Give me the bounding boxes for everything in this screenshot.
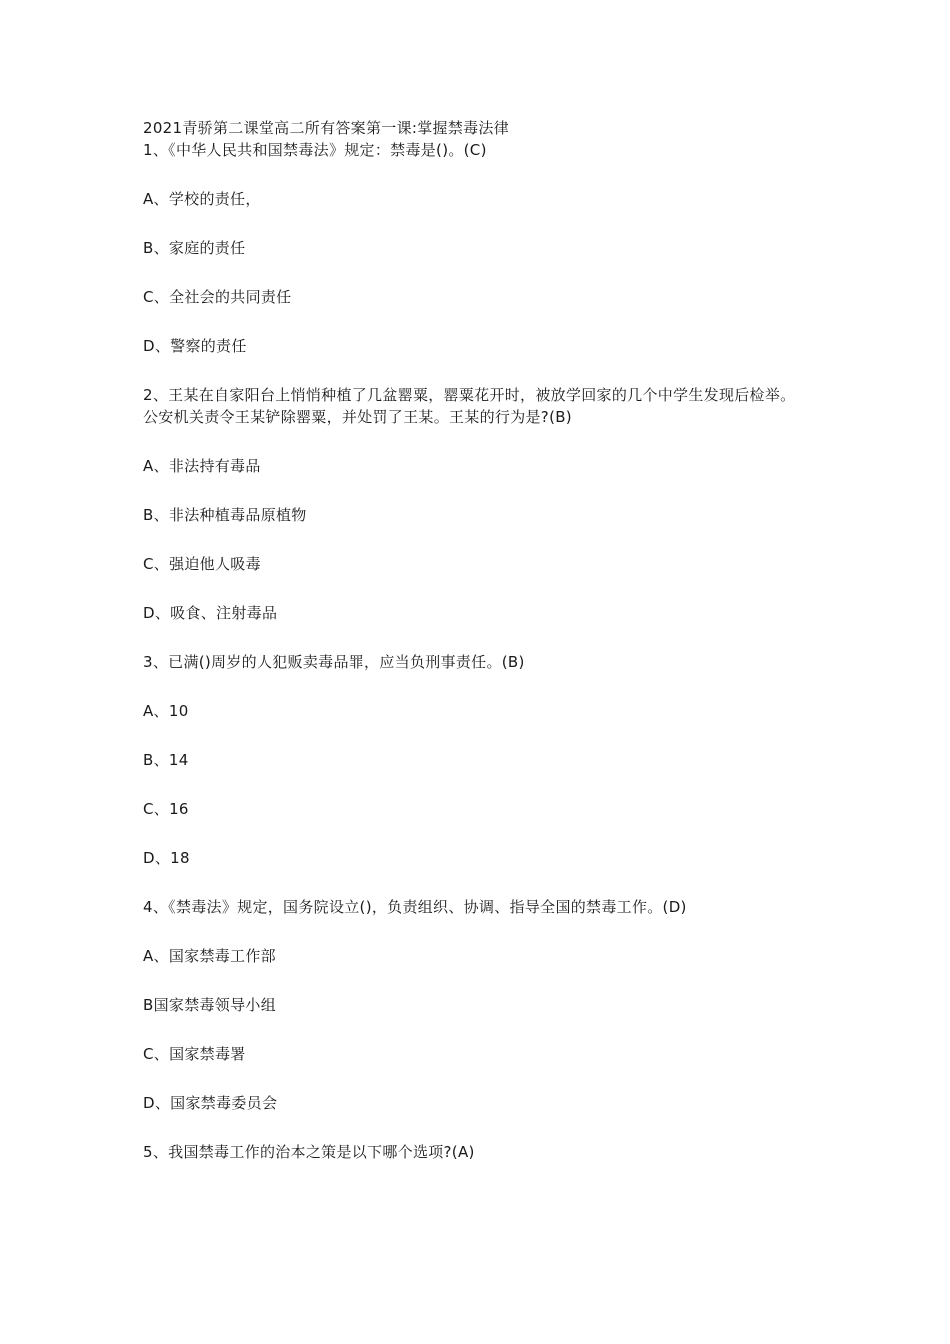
question-4-option-c: C、国家禁毒署 (143, 1045, 246, 1063)
question-3-option-d: D、18 (143, 849, 190, 867)
question-1-option-b: B、家庭的责任 (143, 239, 246, 257)
question-2: 2、王某在自家阳台上悄悄种植了几盆罂粟，罂粟花开时，被放学回家的几个中学生发现后检举。公安机关责令王某铲除罂粟，并处罚了王某。王某的行为是?(B) (143, 386, 796, 426)
question-3: 3、已满()周岁的人犯贩卖毒品罪，应当负刑事责任。(B) (143, 653, 525, 671)
question-2-option-a: A、非法持有毒品 (143, 457, 261, 475)
question-3-option-b: B、14 (143, 751, 189, 769)
question-1-option-a: A、学校的责任， (143, 190, 261, 208)
question-1-option-c: C、全社会的共同责任 (143, 288, 292, 306)
question-5: 5、我国禁毒工作的治本之策是以下哪个选项?(A) (143, 1143, 475, 1161)
question-2-option-c: C、强迫他人吸毒 (143, 555, 261, 573)
question-4-option-d: D、国家禁毒委员会 (143, 1094, 278, 1112)
question-3-option-c: C、16 (143, 800, 189, 818)
question-4: 4、《禁毒法》规定，国务院设立()，负责组织、协调、指导全国的禁毒工作。(D) (143, 898, 687, 916)
document-title: 2021青骄第二课堂高二所有答案第一课:掌握禁毒法律 (143, 119, 510, 137)
document-body (143, 117, 813, 1163)
question-1-option-d: D、警察的责任 (143, 337, 247, 355)
question-4-option-b: B国家禁毒领导小组 (143, 996, 276, 1014)
question-1: 1、《中华人民共和国禁毒法》规定：禁毒是()。(C) (143, 141, 487, 159)
question-2-option-b: B、非法种植毒品原植物 (143, 506, 307, 524)
question-4-option-a: A、国家禁毒工作部 (143, 947, 276, 965)
question-2-option-d: D、吸食、注射毒品 (143, 604, 278, 622)
question-3-option-a: A、10 (143, 702, 189, 720)
